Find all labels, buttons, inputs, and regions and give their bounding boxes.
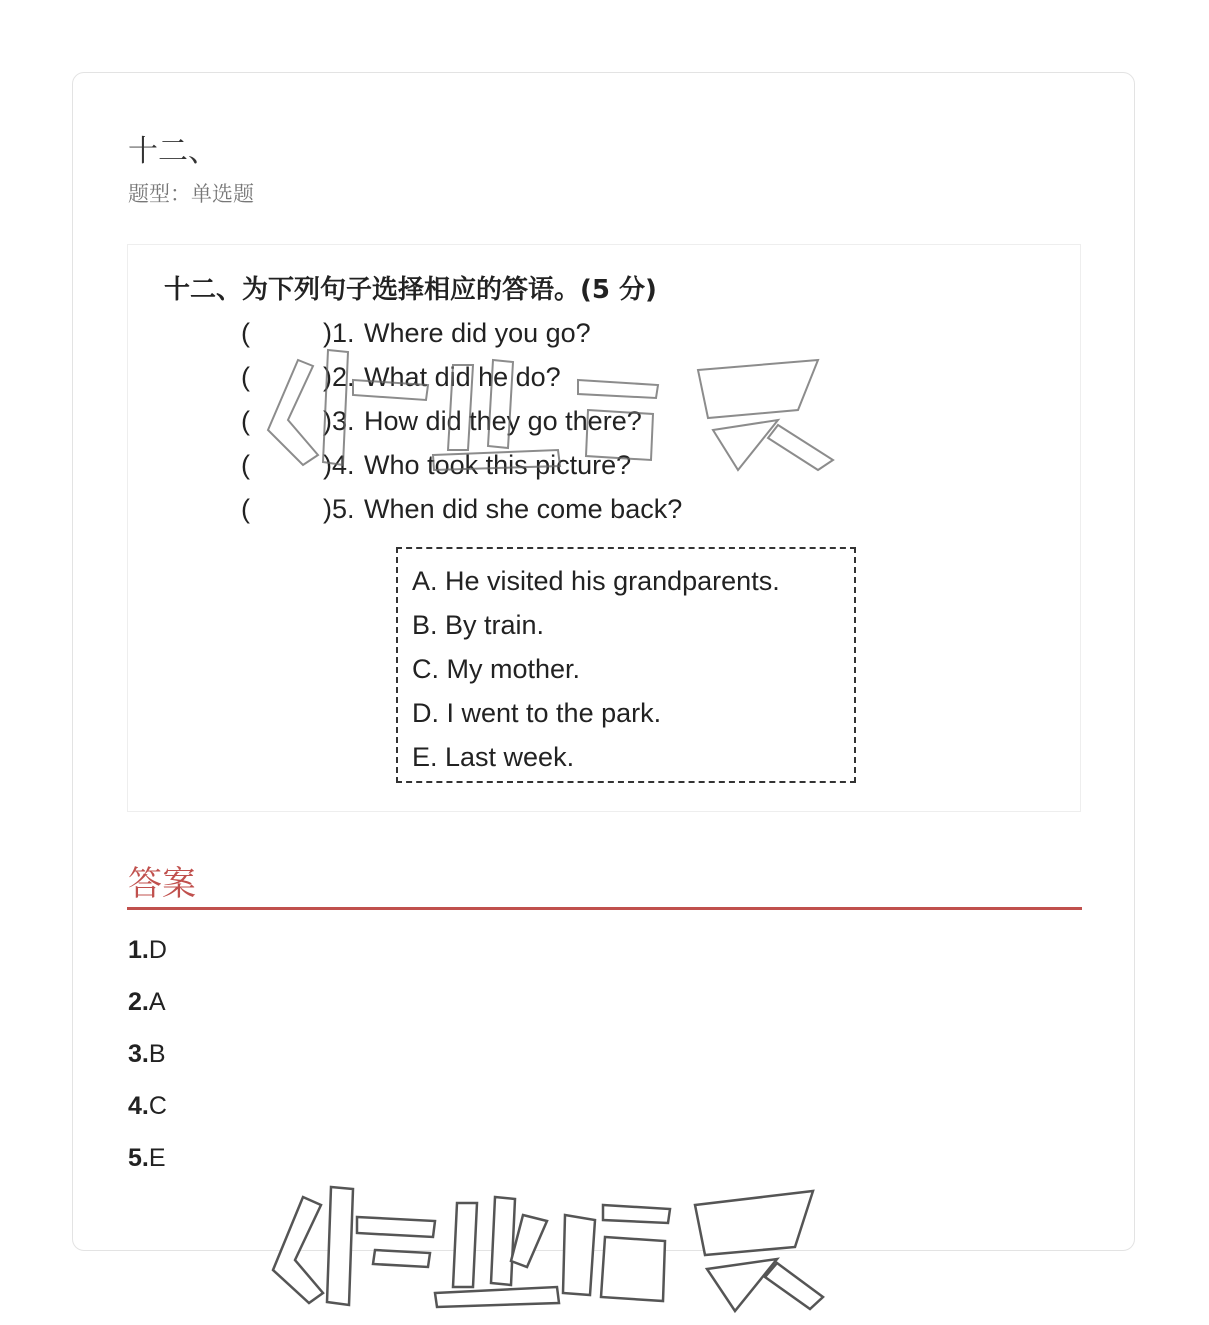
answer-list [128,936,167,1196]
question-item-number: 2. [332,361,355,392]
answer-item [128,988,167,1040]
question-item-number: 1. [332,317,355,348]
question-item [241,399,682,443]
answer-heading: 答案 [128,864,196,904]
question-item-text: How did they go there? [364,405,642,436]
answer-item-value: C [148,1092,167,1120]
option-item: B. By train. [412,610,545,640]
question-list [241,311,682,531]
options-box [396,547,856,783]
question-number: 十二、 [128,134,218,169]
answer-item-number: 2. [128,988,149,1016]
answer-item [128,936,167,988]
question-type [128,178,254,208]
question-type-label: 题型： [128,182,191,206]
answer-item-number: 1. [128,936,149,964]
question-item [241,355,682,399]
question-item-text: Who took this picture? [364,449,632,480]
question-item-number: 5. [332,493,355,524]
option-item: D. I went to the park. [412,698,662,728]
question-item-number: 4. [332,449,355,480]
question-item-text: When did she come back? [364,493,683,524]
blank-open-paren: ( [241,449,250,480]
question-item-text: What did he do? [364,361,561,392]
answer-item-value: B [148,1040,166,1068]
instruction-text: 十二、为下列句子选择相应的答语。(5 分) [164,275,657,305]
answer-item-number: 5. [128,1144,149,1172]
answer-item-number: 3. [128,1040,149,1068]
blank-close-paren: ) [323,361,332,392]
question-item [241,311,682,355]
question-figure [127,244,1081,812]
answer-item-value: A [148,988,166,1016]
answer-item [128,1092,167,1144]
blank-close-paren: ) [323,493,332,524]
answer-item [128,1144,167,1196]
question-item-text: Where did you go? [364,317,591,348]
blank-close-paren: ) [323,405,332,436]
answer-item-value: D [148,936,167,964]
blank-open-paren: ( [241,317,250,348]
blank-close-paren: ) [323,317,332,348]
blank-open-paren: ( [241,405,250,436]
option-item: E. Last week. [412,742,575,772]
answer-item-number: 4. [128,1092,149,1120]
question-type-value: 单选题 [191,182,254,206]
question-item [241,487,682,531]
answer-item-value: E [148,1144,166,1172]
blank-open-paren: ( [241,493,250,524]
question-item [241,443,682,487]
option-item: A. He visited his grandparents. [412,566,780,596]
answer-divider [127,907,1082,910]
blank-close-paren: ) [323,449,332,480]
answer-item [128,1040,167,1092]
question-item-number: 3. [332,405,355,436]
option-item: C. My mother. [412,654,581,684]
blank-open-paren: ( [241,361,250,392]
